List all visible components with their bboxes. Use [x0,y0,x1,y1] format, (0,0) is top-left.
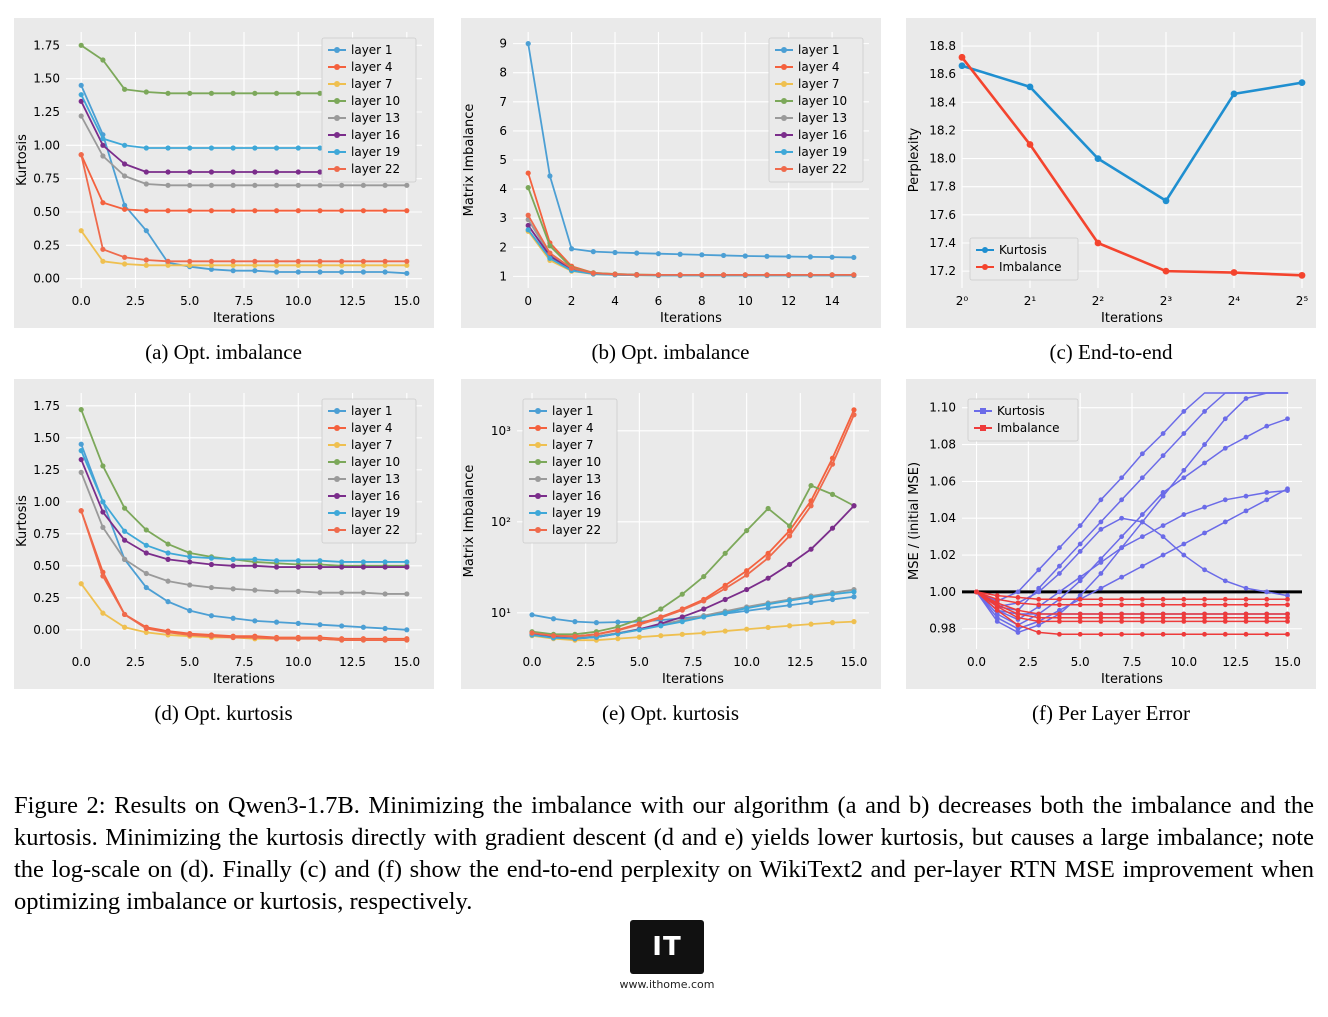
svg-text:1.25: 1.25 [32,105,60,119]
svg-text:Iterations: Iterations [659,311,722,326]
svg-text:0.50: 0.50 [32,205,60,219]
svg-text:MSE / (initial MSE): MSE / (initial MSE) [907,461,922,581]
svg-text:12.5: 12.5 [338,655,366,669]
ithome-logo-icon: IT [630,920,704,974]
svg-text:1.02: 1.02 [929,548,956,563]
svg-text:0.25: 0.25 [32,238,60,253]
svg-text:layer 4: layer 4 [350,421,393,435]
svg-text:8: 8 [697,294,706,308]
svg-text:1.06: 1.06 [929,474,956,489]
svg-text:layer 19: layer 19 [350,145,400,159]
svg-text:layer 1: layer 1 [350,43,393,57]
svg-text:2⁵: 2⁵ [1295,294,1309,308]
panel-e-caption: (e) Opt. kurtosis [601,701,740,725]
svg-text:Imbalance: Imbalance [999,260,1062,274]
panel-f-plot [906,379,1316,689]
svg-text:14: 14 [823,294,840,308]
svg-text:18.8: 18.8 [929,39,956,54]
svg-text:0.00: 0.00 [32,622,60,637]
svg-text:12: 12 [780,294,796,308]
svg-text:1.00: 1.00 [32,494,60,509]
svg-text:2⁴: 2⁴ [1227,294,1241,308]
svg-text:5.0: 5.0 [179,655,199,669]
svg-text:2.5: 2.5 [1018,655,1038,669]
svg-text:12.5: 12.5 [338,294,366,308]
svg-text:layer 10: layer 10 [551,455,601,469]
panel-a-plot [14,18,434,328]
svg-text:layer 10: layer 10 [350,94,400,108]
svg-text:layer 10: layer 10 [350,455,400,469]
svg-text:10.0: 10.0 [284,294,312,308]
panel-d-plot [14,379,434,689]
svg-text:0.0: 0.0 [966,655,987,669]
svg-text:0.0: 0.0 [71,294,91,308]
panel-f-caption: (f) Per Layer Error [1032,701,1190,725]
svg-text:10³: 10³ [490,423,511,438]
chart-f [906,379,1316,689]
svg-text:18.2: 18.2 [929,123,956,138]
svg-text:17.4: 17.4 [929,235,956,250]
svg-text:1.00: 1.00 [32,138,60,153]
svg-text:layer 7: layer 7 [350,438,393,452]
svg-text:Iterations: Iterations [212,311,275,326]
panel-e [447,379,894,740]
svg-text:layer 4: layer 4 [551,421,594,435]
panel-c-plot [906,18,1316,328]
svg-text:7.5: 7.5 [233,655,254,669]
svg-text:layer 16: layer 16 [350,489,400,503]
svg-text:8: 8 [498,65,507,80]
svg-text:0: 0 [523,294,532,308]
svg-text:17.2: 17.2 [929,264,956,279]
svg-text:1.10: 1.10 [929,400,956,415]
svg-text:layer 13: layer 13 [350,472,400,486]
panel-c [894,18,1328,379]
svg-text:0.0: 0.0 [521,655,542,669]
svg-text:0.25: 0.25 [32,590,60,605]
svg-text:15.0: 15.0 [1274,655,1301,669]
svg-text:3: 3 [498,211,507,226]
panel-e-plot [461,379,881,689]
svg-text:2: 2 [567,294,575,308]
svg-text:layer 10: layer 10 [797,94,847,108]
svg-text:Matrix Imbalance: Matrix Imbalance [461,464,477,578]
panel-b-plot [461,18,881,328]
svg-text:2.5: 2.5 [125,655,145,669]
svg-text:layer 1: layer 1 [551,404,594,418]
svg-text:6: 6 [654,294,662,308]
svg-text:12.5: 12.5 [1222,655,1250,669]
svg-text:0.98: 0.98 [929,621,956,636]
svg-text:Iterations: Iterations [1101,672,1163,687]
svg-text:0.0: 0.0 [71,655,91,669]
svg-text:5.0: 5.0 [179,294,199,308]
panel-d [0,379,447,740]
svg-text:layer 22: layer 22 [551,523,601,537]
svg-text:2³: 2³ [1159,294,1173,308]
chart-a [14,18,434,328]
svg-text:5.0: 5.0 [1070,655,1090,669]
svg-text:Matrix Imbalance: Matrix Imbalance [461,103,477,217]
svg-text:18.4: 18.4 [929,95,956,110]
svg-text:10¹: 10¹ [490,605,511,620]
svg-text:layer 16: layer 16 [551,489,601,503]
svg-text:7.5: 7.5 [233,294,254,308]
svg-text:Perplexity: Perplexity [907,127,922,193]
svg-text:1.08: 1.08 [929,437,956,452]
svg-text:18.6: 18.6 [929,67,956,82]
panel-d-caption: (d) Opt. kurtosis [154,701,293,725]
svg-text:1.50: 1.50 [32,430,60,445]
svg-text:1.00: 1.00 [929,584,956,599]
svg-text:layer 22: layer 22 [797,162,847,176]
svg-text:10.0: 10.0 [284,655,312,669]
svg-text:7.5: 7.5 [682,655,703,669]
chart-b [461,18,881,328]
svg-text:2¹: 2¹ [1023,294,1037,308]
svg-text:12.5: 12.5 [786,655,814,669]
svg-text:17.8: 17.8 [929,179,956,194]
watermark-url: www.ithome.com [619,978,715,991]
svg-text:0.50: 0.50 [32,558,60,573]
svg-text:layer 13: layer 13 [797,111,847,125]
chart-e [461,379,881,689]
svg-text:Iterations: Iterations [1101,311,1163,326]
figure-caption: Figure 2: Results on Qwen3-1.7B. Minimizing the imbalance with our algorithm (a and b) decreases both the imbalance and the kurtosis. Minimizing the kurtosis directly with gradient descent (d and e) yields lower kurtosis, but causes a large imbalance; note the log-scale on (d). Finally (c) and (f) show the end-to-end perplexity on WikiText2 and per-layer RTN MSE improvement when optimizing imbalance or kurtosis, respectively. [14,792,1314,915]
svg-text:layer 22: layer 22 [350,523,400,537]
svg-text:15.0: 15.0 [392,294,420,308]
svg-text:Kurtosis: Kurtosis [997,404,1045,418]
svg-text:layer 19: layer 19 [797,145,847,159]
svg-text:6: 6 [498,123,507,138]
svg-text:layer 19: layer 19 [350,506,400,520]
svg-text:1.75: 1.75 [32,38,60,53]
panel-c-caption: (c) End-to-end [1049,340,1173,364]
svg-text:layer 16: layer 16 [797,128,847,142]
svg-text:2²: 2² [1091,294,1105,308]
svg-text:1.50: 1.50 [32,71,60,86]
svg-text:10.0: 10.0 [1170,655,1198,669]
svg-text:layer 4: layer 4 [350,60,393,74]
panel-f [894,379,1328,740]
svg-text:layer 16: layer 16 [350,128,400,142]
svg-text:layer 7: layer 7 [350,77,393,91]
svg-text:9: 9 [498,36,507,51]
svg-text:2.5: 2.5 [125,294,145,308]
svg-text:0.75: 0.75 [32,171,60,186]
svg-text:0.75: 0.75 [32,526,60,541]
svg-text:15.0: 15.0 [840,655,867,669]
svg-text:layer 7: layer 7 [797,77,840,91]
svg-text:10.0: 10.0 [732,655,760,669]
svg-text:Iterations: Iterations [212,672,275,687]
panel-b-caption: (b) Opt. imbalance [591,340,750,364]
svg-text:layer 1: layer 1 [797,43,840,57]
svg-text:1.75: 1.75 [32,398,60,413]
svg-text:2.5: 2.5 [575,655,595,669]
svg-text:layer 13: layer 13 [350,111,400,125]
svg-text:1.25: 1.25 [32,462,60,477]
svg-text:5.0: 5.0 [629,655,649,669]
svg-text:2⁰: 2⁰ [955,294,969,308]
svg-text:17.6: 17.6 [929,207,956,222]
svg-text:Kurtosis: Kurtosis [14,495,30,547]
svg-text:1.04: 1.04 [929,511,956,526]
svg-text:layer 1: layer 1 [350,404,393,418]
svg-text:Iterations: Iterations [661,672,724,687]
svg-text:2: 2 [498,240,507,255]
svg-text:4: 4 [498,182,507,197]
svg-text:0.00: 0.00 [32,271,60,286]
svg-text:4: 4 [610,294,619,308]
chart-d [14,379,434,689]
watermark [612,920,722,991]
svg-text:10: 10 [737,294,753,308]
svg-text:1: 1 [498,269,507,284]
svg-text:layer 4: layer 4 [797,60,840,74]
svg-text:Kurtosis: Kurtosis [999,243,1047,257]
svg-text:7: 7 [498,94,507,109]
svg-text:layer 13: layer 13 [551,472,601,486]
svg-text:layer 7: layer 7 [551,438,594,452]
svg-text:layer 22: layer 22 [350,162,400,176]
panel-b [447,18,894,379]
svg-text:layer 19: layer 19 [551,506,601,520]
svg-text:5: 5 [498,153,507,167]
svg-text:15.0: 15.0 [392,655,420,669]
panel-a-caption: (a) Opt. imbalance [145,340,302,364]
panel-a [0,18,447,379]
svg-text:Imbalance: Imbalance [997,421,1060,435]
svg-text:10²: 10² [490,514,511,529]
svg-text:7.5: 7.5 [1122,655,1142,669]
chart-c [906,18,1316,328]
svg-text:18.0: 18.0 [929,151,956,166]
svg-text:Kurtosis: Kurtosis [14,134,30,186]
